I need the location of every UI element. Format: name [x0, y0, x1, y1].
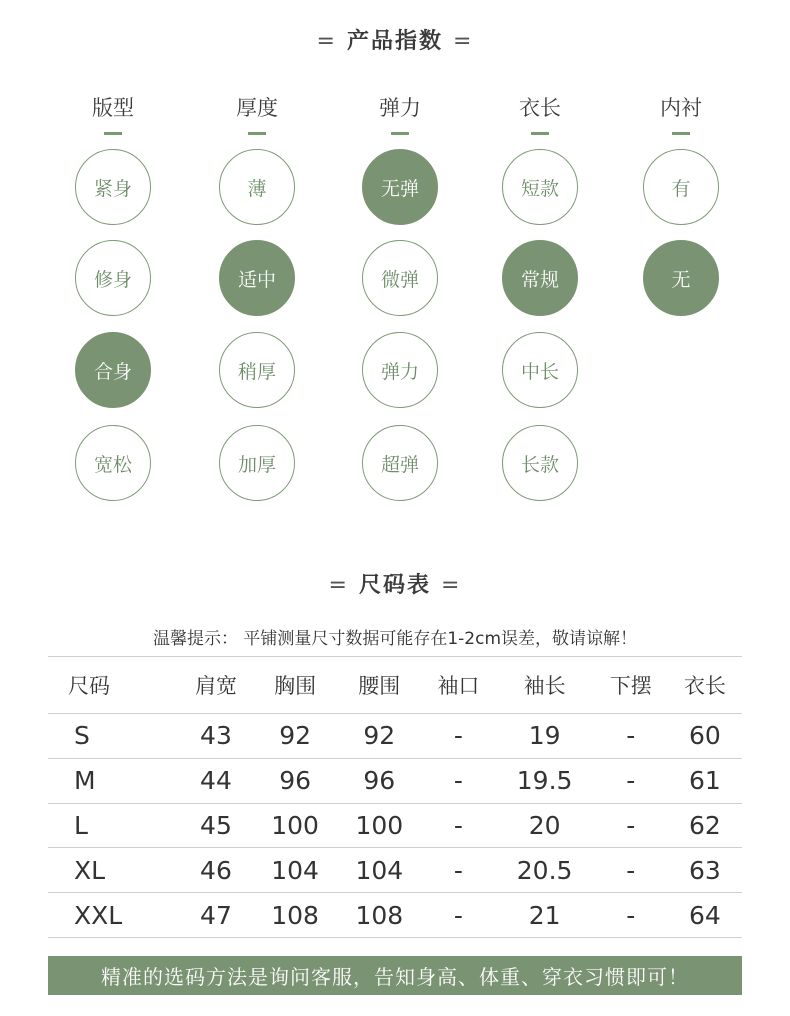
table-header-cell: 袖口 — [437, 674, 480, 698]
table-cell: - — [626, 810, 636, 840]
table-cell: 46 — [200, 855, 232, 885]
table-cell: 96 — [363, 766, 396, 796]
table-cell: 92 — [363, 721, 396, 751]
index-option-circle: 有 — [643, 149, 719, 225]
table-cell: 64 — [689, 900, 721, 930]
table-cell: - — [626, 900, 636, 930]
index-column-label: 内衬 — [660, 96, 702, 120]
index-column-label: 衣长 — [519, 96, 561, 120]
table-cell: L — [74, 810, 88, 840]
index-option-circle: 无弹 — [362, 149, 438, 225]
table-cell: 108 — [271, 900, 319, 930]
index-option-circle: 合身 — [75, 332, 151, 408]
table-cell: 61 — [689, 766, 721, 796]
table-cell: M — [74, 766, 96, 796]
index-option-circle: 超弹 — [362, 425, 438, 501]
index-option-circle: 微弹 — [362, 240, 438, 316]
index-column-heading — [641, 92, 721, 135]
index-option-circle: 适中 — [219, 240, 295, 316]
table-row — [48, 803, 742, 848]
table-cell: 19.5 — [516, 766, 573, 796]
size-advice-banner: 精准的选码方法是询问客服，告知身高、体重、穿衣习惯即可！ — [48, 956, 742, 995]
table-cell: - — [453, 766, 463, 796]
table-cell: 19 — [528, 721, 561, 751]
index-option-circle: 稍厚 — [219, 332, 295, 408]
index-option-circle: 紧身 — [75, 149, 151, 225]
table-cell: S — [74, 721, 90, 751]
table-header-cell: 尺码 — [68, 674, 110, 698]
table-header-cell: 下摆 — [609, 674, 652, 698]
table-cell: 21 — [528, 900, 561, 930]
table-cell: XL — [74, 855, 106, 885]
index-option-circle: 薄 — [219, 149, 295, 225]
index-option-circle: 常规 — [502, 240, 578, 316]
index-column-heading — [217, 92, 297, 135]
table-row — [48, 848, 742, 893]
table-cell: - — [626, 855, 636, 885]
index-column-heading — [73, 92, 153, 135]
table-cell: - — [453, 855, 463, 885]
heading-underline — [672, 132, 690, 135]
index-option-circle: 短款 — [502, 149, 578, 225]
table-cell: - — [626, 766, 636, 796]
table-header-row — [48, 657, 742, 714]
measurement-tip: 温馨提示： 平铺测量尺寸数据可能存在1-2cm误差，敬请谅解！ — [152, 629, 638, 649]
table-cell: 100 — [355, 810, 404, 840]
index-option-circle: 宽松 — [75, 425, 151, 501]
size-table — [48, 656, 742, 938]
index-column-heading — [500, 92, 580, 135]
table-row — [48, 714, 742, 759]
table-cell: 62 — [689, 810, 721, 840]
index-column-label: 弹力 — [379, 96, 421, 120]
table-cell: - — [453, 900, 463, 930]
table-cell: 92 — [279, 721, 312, 751]
heading-underline — [391, 132, 409, 135]
table-row — [48, 758, 742, 803]
table-cell: - — [453, 721, 463, 751]
table-header-cell: 肩宽 — [194, 674, 237, 698]
heading-underline — [531, 132, 549, 135]
index-option-circle: 长款 — [502, 425, 578, 501]
index-option-circle: 加厚 — [219, 425, 295, 501]
size-chart-title: = 尺码表 = — [328, 573, 462, 598]
index-option-circle: 修身 — [75, 240, 151, 316]
table-cell: 43 — [200, 721, 232, 751]
table-cell: 104 — [355, 855, 404, 885]
table-cell: 45 — [200, 810, 232, 840]
table-cell: - — [626, 721, 636, 751]
heading-underline — [104, 132, 122, 135]
table-cell: 104 — [271, 855, 319, 885]
table-header-cell: 袖长 — [523, 674, 566, 698]
index-column-label: 版型 — [92, 96, 134, 120]
table-cell: 108 — [355, 900, 404, 930]
table-header-cell: 衣长 — [683, 674, 726, 698]
index-column-heading — [360, 92, 440, 135]
table-row — [48, 893, 742, 938]
heading-underline — [248, 132, 266, 135]
table-cell: - — [453, 810, 463, 840]
table-header-cell: 胸围 — [274, 674, 317, 698]
table-header-cell: 腰围 — [358, 674, 401, 698]
table-cell: 96 — [279, 766, 312, 796]
table-cell: XXL — [74, 900, 123, 930]
table-cell: 60 — [689, 721, 721, 751]
table-body — [48, 714, 742, 938]
index-option-circle: 弹力 — [362, 332, 438, 408]
table-cell: 20 — [528, 810, 561, 840]
index-option-circle: 无 — [643, 240, 719, 316]
table-cell: 44 — [200, 766, 232, 796]
table-cell: 47 — [200, 900, 232, 930]
index-option-circle: 中长 — [502, 332, 578, 408]
table-cell: 63 — [689, 855, 721, 885]
product-index-title: = 产品指数 = — [316, 29, 474, 54]
index-column-label: 厚度 — [236, 96, 278, 120]
table-cell: 20.5 — [516, 855, 573, 885]
table-cell: 100 — [271, 810, 319, 840]
